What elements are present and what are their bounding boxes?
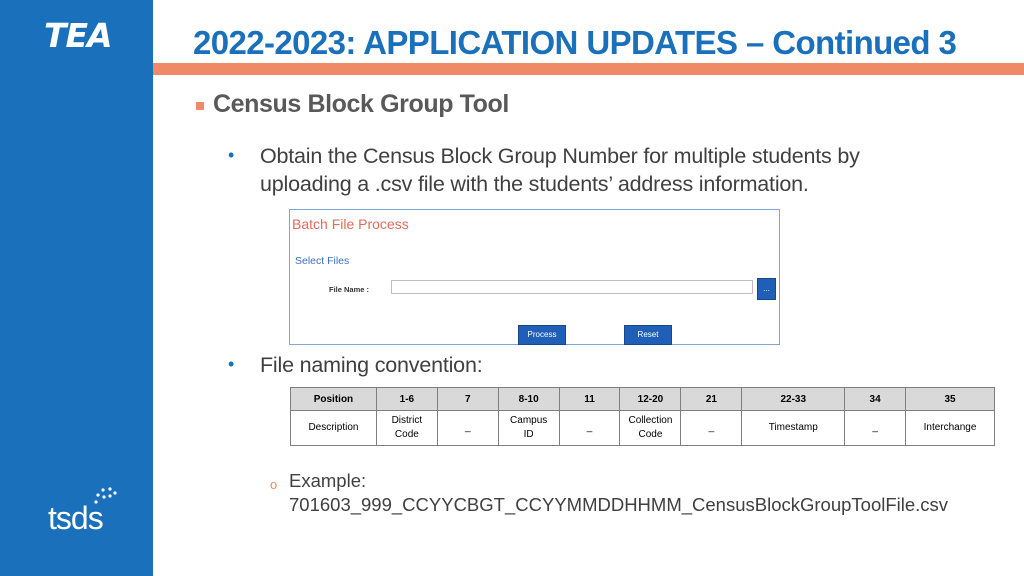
table-header-cell: 34 bbox=[845, 388, 906, 411]
reset-button[interactable]: Reset bbox=[624, 325, 672, 345]
batch-file-process-title: Batch File Process bbox=[292, 216, 409, 232]
cell-text: Description bbox=[308, 422, 359, 433]
table-cell bbox=[845, 411, 906, 446]
cell-text: _ bbox=[708, 422, 715, 433]
table-header-cell: 7 bbox=[437, 388, 498, 411]
table-cell bbox=[620, 411, 681, 446]
example-item bbox=[270, 469, 948, 517]
table-row bbox=[291, 411, 995, 446]
tsds-logo bbox=[48, 486, 128, 536]
tea-logo bbox=[44, 16, 134, 56]
cell-text: ID bbox=[523, 429, 534, 440]
bullet-text-line: uploading a .csv file with the students’ address information. bbox=[260, 172, 809, 196]
cell-text: Code bbox=[638, 429, 663, 440]
bullet-text-line: Obtain the Census Block Group Number for multiple students by bbox=[260, 144, 860, 168]
table-header-cell: 21 bbox=[681, 388, 742, 411]
table-header-cell: 8-10 bbox=[498, 388, 559, 411]
table-cell bbox=[291, 411, 377, 446]
file-name-label: File Name : bbox=[329, 285, 370, 294]
bullet-item-naming bbox=[228, 351, 482, 379]
bullet-text-line: File naming convention: bbox=[260, 353, 483, 377]
bullet-item-upload bbox=[228, 142, 860, 198]
table-header-cell: 11 bbox=[559, 388, 620, 411]
table-cell bbox=[376, 411, 437, 446]
section-heading bbox=[196, 90, 509, 119]
cell-text: Campus bbox=[510, 415, 548, 426]
table-cell bbox=[498, 411, 559, 446]
table-cell bbox=[906, 411, 995, 446]
bullet-dot-icon: • bbox=[228, 145, 235, 165]
cell-text: Interchange bbox=[923, 422, 977, 433]
section-heading-text: Census Block Group Tool bbox=[213, 90, 509, 118]
process-button[interactable]: Process bbox=[518, 325, 566, 345]
example-label: Example: bbox=[289, 470, 367, 491]
table-header-cell: Position bbox=[291, 388, 377, 411]
table-cell bbox=[681, 411, 742, 446]
table-header-cell: 12-20 bbox=[620, 388, 681, 411]
table-header-cell: 35 bbox=[906, 388, 995, 411]
cell-text: _ bbox=[464, 422, 471, 433]
batch-file-process-screenshot bbox=[289, 209, 780, 345]
sidebar bbox=[0, 0, 153, 576]
tea-logo-text: TEA bbox=[44, 16, 112, 55]
table-header-row bbox=[291, 388, 995, 411]
table-header-cell: 22-33 bbox=[742, 388, 845, 411]
header-accent-bar bbox=[0, 63, 1024, 75]
table-cell bbox=[559, 411, 620, 446]
circle-bullet-icon: o bbox=[270, 477, 278, 492]
cell-text: Timestamp bbox=[768, 422, 818, 433]
page-title: 2022-2023: APPLICATION UPDATES – Continued 3 bbox=[193, 24, 957, 61]
cell-text: District bbox=[391, 415, 423, 426]
bullet-dot-icon: • bbox=[228, 354, 235, 374]
select-files-label: Select Files bbox=[295, 255, 350, 267]
tsds-logo-text: tsds bbox=[48, 500, 103, 536]
square-bullet-icon bbox=[196, 102, 204, 110]
example-filename: 701603_999_CCYYCBGT_CCYYMMDDHHMM_CensusBlockGroupToolFile.csv bbox=[289, 494, 949, 515]
table-cell bbox=[742, 411, 845, 446]
file-name-input[interactable] bbox=[391, 280, 753, 294]
cell-text: _ bbox=[872, 422, 878, 433]
table-header-cell: 1-6 bbox=[376, 388, 437, 411]
cell-text: _ bbox=[586, 422, 593, 433]
naming-convention-table bbox=[290, 387, 995, 446]
cell-text: Code bbox=[394, 429, 419, 440]
table-cell bbox=[437, 411, 498, 446]
cell-text: Collection bbox=[628, 415, 673, 426]
browse-button[interactable]: ... bbox=[757, 278, 776, 300]
